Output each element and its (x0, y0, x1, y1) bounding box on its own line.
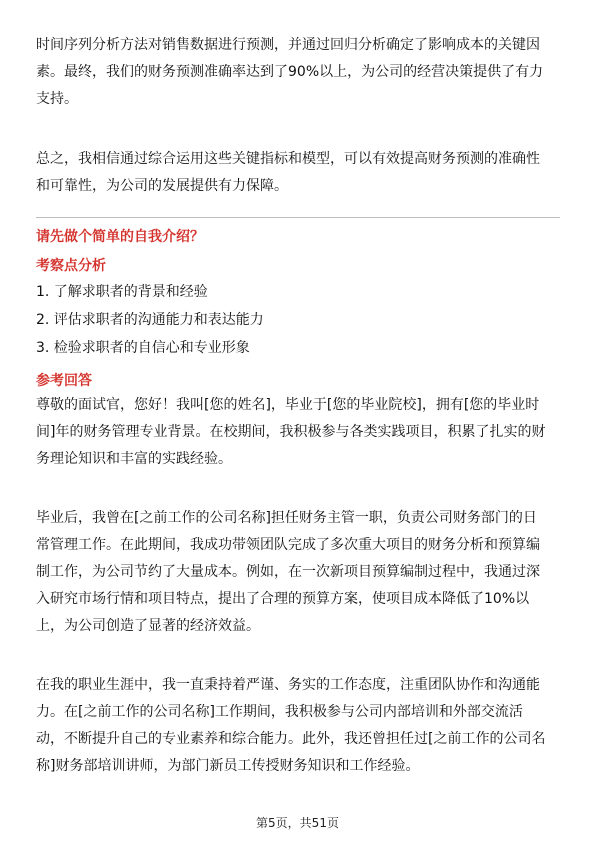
text-line: 力。在[之前工作的公司名称]工作期间，我积极参与公司内部培训和外部交流活 (36, 704, 523, 720)
answer-heading: 参考回答 (36, 373, 92, 389)
text-line: 总之，我相信通过综合运用这些关键指标和模型，可以有效提高财务预测的准确性 (36, 151, 540, 167)
text-line: 素。最终，我们的财务预测准确率达到了90%以上，为公司的经营决策提供了有力 (36, 64, 544, 80)
text-line: 入研究市场行情和项目特点，提出了合理的预算方案，使项目成本降低了10%以 (36, 591, 530, 607)
intro-paragraph-2 (36, 146, 560, 200)
analysis-heading: 考察点分析 (36, 258, 106, 274)
text-line: 常管理工作。在此期间，我成功带领团队完成了多次重大项目的财务分析和预算编 (36, 537, 540, 553)
page-number: 第5页，共51页 (256, 816, 339, 830)
answer-paragraph-1 (36, 392, 560, 473)
text-line: 时间序列分析方法对销售数据进行预测，并通过回归分析确定了影响成本的关键因 (36, 37, 540, 53)
text-line: 尊敬的面试官，您好！我叫[您的姓名]，毕业于[您的毕业院校]，拥有[您的毕业时 (36, 397, 540, 413)
text-line: 毕业后，我曾在[之前工作的公司名称]担任财务主管一职，负责公司财务部门的日 (36, 510, 537, 526)
text-line: 上，为公司创造了显著的经济效益。 (36, 618, 260, 634)
text-line: 动，不断提升自己的专业素养和综合能力。此外，我还曾担任过[之前工作的公司名 (36, 731, 546, 747)
analysis-item: 3. 检验求职者的自信心和专业形象 (36, 340, 250, 356)
text-line: 称]财务部培训讲师，为部门新员工传授财务知识和工作经验。 (36, 758, 420, 774)
text-line: 和可靠性，为公司的发展提供有力保障。 (36, 178, 288, 194)
analysis-item: 2. 评估求职者的沟通能力和表达能力 (36, 312, 264, 328)
text-line: 间]年的财务管理专业背景。在校期间，我积极参与各类实践项目，积累了扎实的财 (36, 424, 546, 440)
text-line: 制工作，为公司节约了大量成本。例如，在一次新项目预算编制过程中，我通过深 (36, 564, 540, 580)
section-divider (36, 217, 560, 218)
question-title: 请先做个简单的自我介绍？ (36, 229, 204, 245)
text-line: 务理论知识和丰富的实践经验。 (36, 451, 232, 467)
analysis-item: 1. 了解求职者的背景和经验 (36, 284, 208, 300)
text-line: 支持。 (36, 91, 78, 107)
answer-paragraph-2 (36, 505, 560, 640)
intro-paragraph-1 (36, 32, 560, 113)
text-line: 在我的职业生涯中，我一直秉持着严谨、务实的工作态度，注重团队协作和沟通能 (36, 677, 540, 693)
answer-paragraph-3 (36, 672, 560, 780)
